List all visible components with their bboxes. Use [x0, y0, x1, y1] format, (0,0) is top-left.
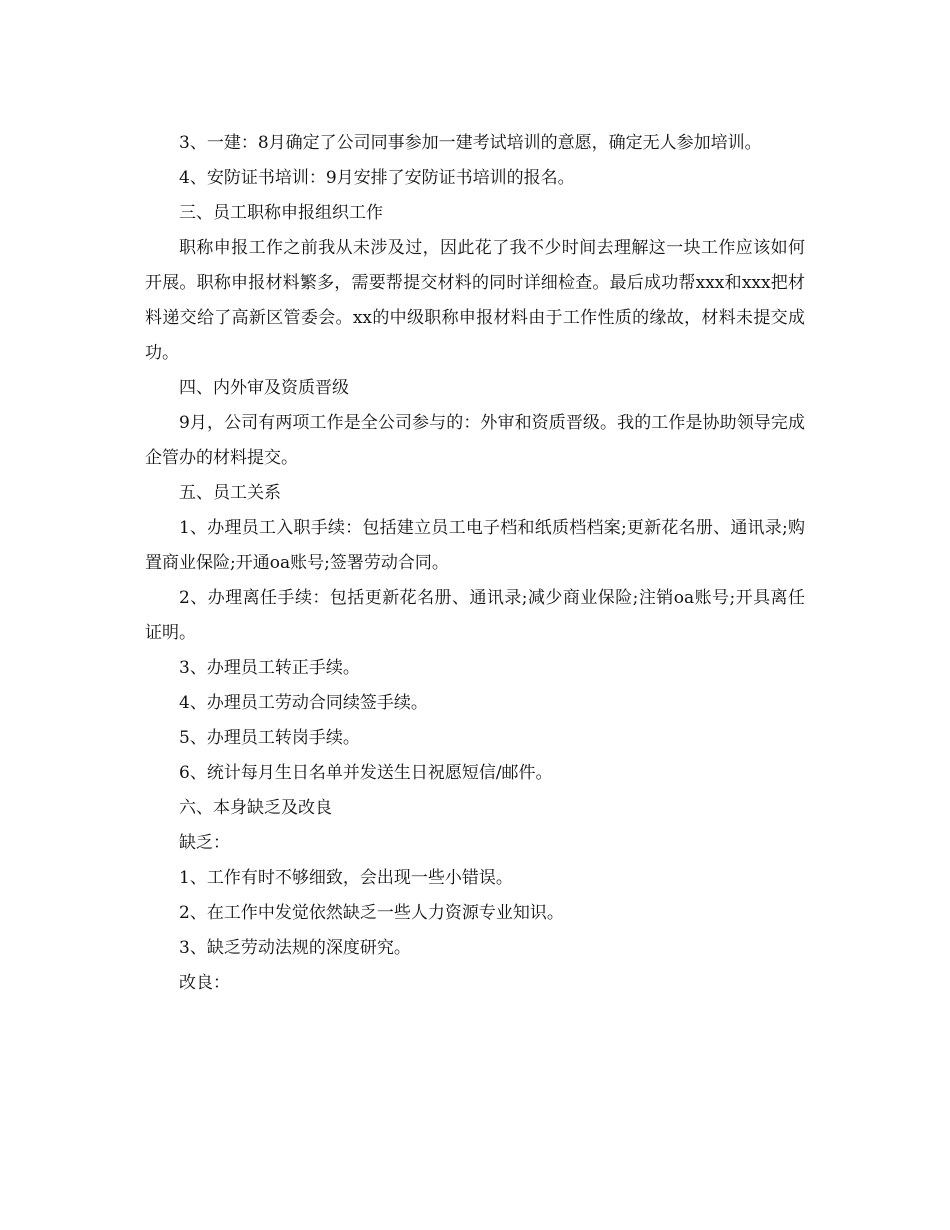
paragraph-birthday: 6、统计每月生日名单并发送生日祝愿短信/邮件。 — [179, 763, 553, 783]
section-heading-4: 四、内外审及资质晋级 — [179, 378, 349, 398]
section-heading-5: 五、员工关系 — [179, 483, 281, 503]
section-heading-6: 六、本身缺乏及改良 — [179, 798, 332, 818]
paragraph-audit: 9月，公司有两项工作是全公司参与的：外审和资质晋级。我的工作是协助领导完成企管办的材料提交。 — [145, 413, 805, 468]
paragraph-item-2: 4、安防证书培训：9月安排了安防证书培训的报名。 — [179, 168, 575, 188]
shortcoming-item-2: 2、在工作中发觉依然缺乏一些人力资源专业知识。 — [179, 903, 564, 923]
paragraph-regularization: 3、办理员工转正手续。 — [179, 658, 360, 678]
section-heading-3: 三、员工职称申报组织工作 — [179, 203, 383, 223]
paragraph-item-1: 3、一建：8月确定了公司同事参加一建考试培训的意愿，确定无人参加培训。 — [179, 133, 762, 153]
paragraph-title-application: 职称申报工作之前我从未涉及过，因此花了我不少时间去理解这一块工作应该如何开展。职称申报材料繁多，需要帮提交材料的同时详细检查。最后成功帮xxx和xxx把材料递交给了高新区管委会。xx的中级职称申报材料由于工作性质的缘故，材料未提交成功。 — [145, 238, 805, 363]
paragraph-transfer: 5、办理员工转岗手续。 — [179, 728, 360, 748]
label-shortcomings: 缺乏： — [179, 833, 230, 853]
paragraph-contract-renewal: 4、办理员工劳动合同续签手续。 — [179, 693, 428, 713]
paragraph-offboarding: 2、办理离任手续：包括更新花名册、通讯录;减少商业保险;注销oa账号;开具离任证明。 — [145, 588, 805, 643]
paragraph-onboarding: 1、办理员工入职手续：包括建立员工电子档和纸质档档案;更新花名册、通讯录;购置商业保险;开通oa账号;签署劳动合同。 — [145, 518, 805, 573]
label-improvements: 改良： — [179, 973, 230, 993]
shortcoming-item-3: 3、缺乏劳动法规的深度研究。 — [179, 938, 411, 958]
shortcoming-item-1: 1、工作有时不够细致，会出现一些小错误。 — [179, 868, 513, 888]
document-body — [145, 126, 805, 1001]
